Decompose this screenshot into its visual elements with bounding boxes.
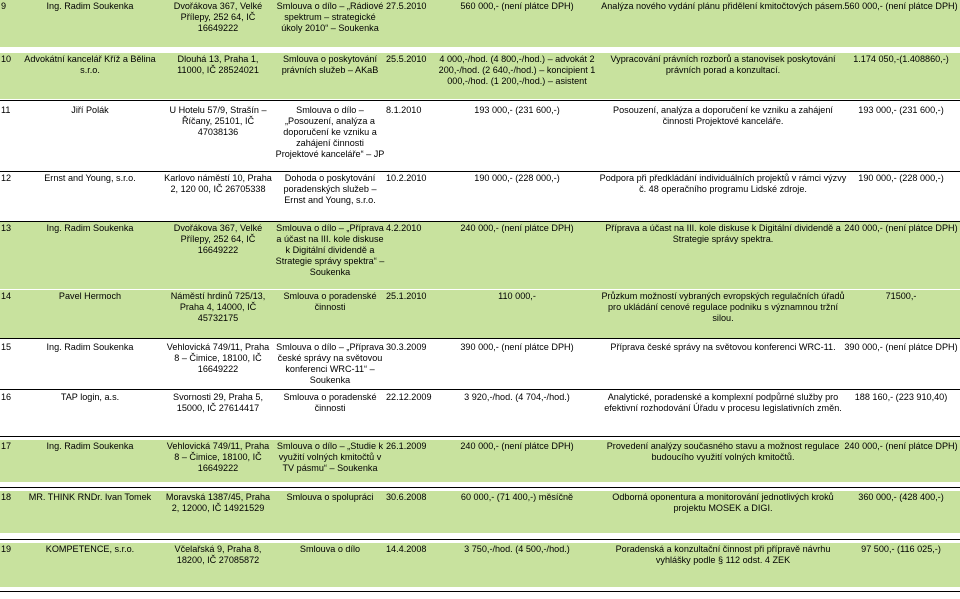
contract-date: 27.5.2010	[386, 1, 427, 11]
contract-date: 4.2.2010	[386, 223, 422, 233]
contract-price: 390 000,- (není plátce DPH)	[460, 342, 574, 352]
contract-price: 3 920,-/hod. (4 704,-/hod.)	[464, 392, 570, 402]
contract-date: 30.6.2008	[386, 492, 427, 502]
contractor-address: Moravská 1387/45, Praha 2, 12000, IČ 14921529	[165, 492, 271, 514]
row-number: 9	[1, 1, 7, 11]
contractor-name: Ing. Radim Soukenka	[46, 342, 134, 352]
contract-date: 25.1.2010	[386, 291, 427, 301]
row-divider	[0, 100, 960, 101]
contractor-name: Jiří Polák	[71, 105, 109, 115]
contract-price: 560 000,- (není plátce DPH)	[460, 1, 574, 11]
row-number: 10	[1, 54, 12, 64]
contract-subject: Průzkum možností vybraných evropských regulačních úřadů pro ukládání cenové regulace podniku s významnou tržní silou.	[601, 291, 845, 324]
contract-subject: Posouzení, analýza a doporučení ke vzniku a zahájení činnosti Projektové kanceláře.	[613, 105, 833, 127]
table-row	[0, 104, 960, 171]
table-row	[0, 440, 960, 482]
contract-price: 60 000,- (71 400,-) měsíčně	[460, 492, 574, 502]
contract-price: 193 000,- (231 600,-)	[474, 105, 560, 115]
contract-total: 390 000,- (není plátce DPH)	[844, 342, 958, 352]
contract-type: Smlouva o spolupráci	[286, 492, 374, 502]
row-divider	[0, 338, 960, 339]
contract-type: Smlouva o poradenské činnosti	[283, 291, 377, 313]
contract-type: Smlouva o poradenské činnosti	[283, 392, 377, 414]
contract-subject: Příprava české správy na světovou konferenci WRC-11.	[610, 342, 836, 352]
contract-total: 560 000,- (není plátce DPH)	[844, 1, 958, 11]
row-number: 18	[1, 492, 12, 502]
contractor-name: KOMPETENCE, s.r.o.	[45, 544, 135, 554]
contract-type: Smlouva o dílo	[299, 544, 361, 554]
row-number: 17	[1, 441, 12, 451]
contract-type: Smlouva o dílo – „Studie k využití volných kmitočtů v TV pásmu“ – Soukenka	[276, 441, 384, 474]
contractor-name: Ing. Radim Soukenka	[46, 223, 134, 233]
contract-type: Smlouva o dílo – „Příprava a účast na III. kole diskuse k Digitální dividendě a Strategie správy spektra“ – Soukenka	[275, 223, 385, 278]
row-number: 12	[1, 173, 12, 183]
contract-type: Smlouva o dílo – „Rádiové spektrum – strategické úkoly 2010“ – Soukenka	[276, 1, 384, 34]
table-row	[0, 172, 960, 222]
table-row	[0, 491, 960, 533]
contract-total: 240 000,- (není plátce DPH)	[844, 223, 958, 233]
contract-subject: Vypracování právních rozborů a stanovisek poskytování právních porad a konzultací.	[610, 54, 836, 76]
contract-total: 190 000,- (228 000,-)	[858, 173, 944, 183]
table-row	[0, 341, 960, 389]
contract-price: 240 000,- (není plátce DPH)	[460, 441, 574, 451]
contractor-address: U Hotelu 57/9, Strašín – Říčany, 25101, IČ 47038136	[169, 105, 267, 138]
contract-date: 10.2.2010	[386, 173, 427, 183]
contractor-name: Ing. Radim Soukenka	[46, 441, 134, 451]
contract-subject: Odborná oponentura a monitorování jednotlivých kroků projektu MOSEK a DIGI.	[612, 492, 834, 514]
contractor-address: Dlouhá 13, Praha 1, 11000, IČ 28524021	[177, 54, 259, 76]
contract-subject: Analýza nového vydání plánu přidělení kmitočtových pásem.	[601, 1, 845, 11]
row-divider	[0, 591, 960, 592]
contract-date: 30.3.2009	[386, 342, 427, 352]
row-number: 19	[1, 544, 12, 554]
contract-total: 193 000,- (231 600,-)	[858, 105, 944, 115]
row-divider	[0, 436, 960, 437]
row-divider	[0, 539, 960, 540]
contract-price: 110 000,-	[498, 291, 536, 301]
contractor-address: Karlovo náměstí 10, Praha 2, 120 00, IČ 26705338	[164, 173, 272, 195]
contract-price: 190 000,- (228 000,-)	[474, 173, 560, 183]
table-row	[0, 391, 960, 432]
contract-subject: Podpora při předkládání individuálních projektů v rámci výzvy č. 48 operačního programu Lidské zdroje.	[599, 173, 847, 195]
contractor-name: Ing. Radim Soukenka	[46, 1, 134, 11]
contractor-address: Náměstí hrdinů 725/13, Praha 4, 14000, IČ 45732175	[170, 291, 266, 324]
contract-date: 22.12.2009	[386, 392, 432, 402]
contract-type: Smlouva o poskytování právních služeb – AKaB	[281, 54, 379, 76]
table-row	[0, 290, 960, 338]
contractor-address: Vehlovická 749/11, Praha 8 – Čimice, 18100, IČ 16649222	[166, 342, 270, 375]
contract-price: 3 750,-/hod. (4 500,-/hod.)	[464, 544, 570, 554]
row-number: 15	[1, 342, 12, 352]
contract-price: 240 000,- (není plátce DPH)	[460, 223, 574, 233]
contractor-address: Dvořákova 367, Velké Přílepy, 252 64, IČ 16649222	[173, 223, 263, 256]
row-number: 13	[1, 223, 12, 233]
contract-total: 97 500,- (116 025,-)	[861, 544, 941, 554]
contractor-name: Ernst and Young, s.r.o.	[44, 173, 136, 183]
row-number: 16	[1, 392, 12, 402]
row-number: 14	[1, 291, 12, 301]
contract-total: 71500,-	[885, 291, 917, 301]
contract-date: 25.5.2010	[386, 54, 427, 64]
table-row	[0, 543, 960, 587]
contract-total: 360 000,- (428 400,-)	[858, 492, 944, 502]
contractor-address: Svornosti 29, Praha 5, 15000, IČ 27614417	[173, 392, 263, 414]
contractor-name: TAP login, a.s.	[60, 392, 120, 402]
contract-subject: Příprava a účast na III. kole diskuse k Digitální dividendě a Strategie správy spektra.	[605, 223, 841, 245]
contract-total: 188 160,- (223 910,40)	[854, 392, 948, 402]
table-row	[0, 53, 960, 99]
contract-subject: Analytické, poradenské a komplexní podpůrné služby pro efektivní rozhodování Úřadu v procesu legislativních změn.	[604, 392, 842, 414]
row-divider	[0, 171, 960, 172]
contract-total: 240 000,- (není plátce DPH)	[844, 441, 958, 451]
contractor-address: Dvořákova 367, Velké Přílepy, 252 64, IČ 16649222	[173, 1, 263, 34]
contract-type: Smlouva o dílo – „Posouzení, analýza a doporučení ke vzniku a zahájení činnosti Projektové kanceláře“ – JP	[275, 105, 385, 160]
contract-date: 8.1.2010	[386, 105, 422, 115]
contract-date: 26.1.2009	[386, 441, 427, 451]
contractor-address: Vehlovická 749/11, Praha 8 – Čimice, 18100, IČ 16649222	[166, 441, 270, 474]
table-row	[0, 222, 960, 289]
row-divider	[0, 389, 960, 390]
contractor-name: MR. THINK RNDr. Ivan Tomek	[28, 492, 152, 502]
contract-subject: Provedení analýzy současného stavu a možnost regulace budoucího využití volných kmitočtů.	[606, 441, 840, 463]
contract-subject: Poradenská a konzultační činnost při přípravě návrhu vyhlášky podle § 112 odst. 4 ZEK	[615, 544, 831, 566]
contract-date: 14.4.2008	[386, 544, 427, 554]
row-number: 11	[1, 105, 11, 115]
row-divider	[0, 221, 960, 222]
contractor-address: Včelařská 9, Praha 8, 18200, IČ 27085872	[174, 544, 262, 566]
contract-price: 4 000,-/hod. (4 800,-/hod.) – advokát 2 200,-/hod. (2 640,-/hod.) – koncipient 1 000,-/hod. (1 200,-/hod.) – asistent	[438, 54, 596, 87]
table-row	[0, 0, 960, 47]
contract-type: Smlouva o dílo – „Příprava české správy na světovou konferenci WRC-11“ – Soukenka	[276, 342, 384, 386]
row-divider	[0, 487, 960, 488]
contractor-name: Advokátní kancelář Kříž a Bělina s.r.o.	[24, 54, 156, 76]
contract-total: 1.174 050,-(1.408860,-)	[853, 54, 949, 64]
contractor-name: Pavel Hermoch	[58, 291, 122, 301]
contract-type: Dohoda o poskytování poradenských služeb – Ernst and Young, s.r.o.	[283, 173, 377, 206]
